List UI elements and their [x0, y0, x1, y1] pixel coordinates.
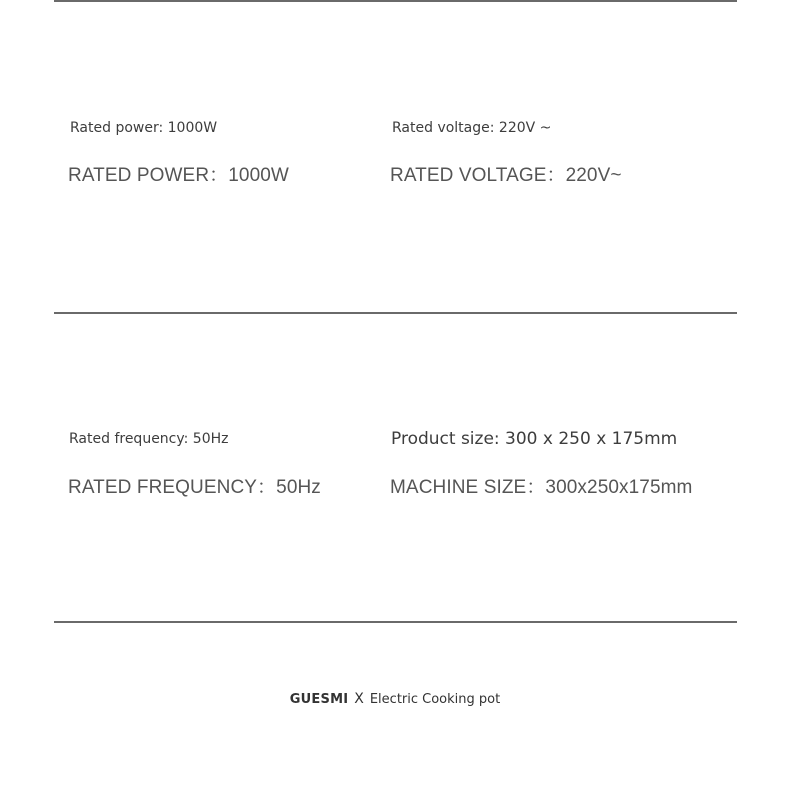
- rated-power-label: Rated power: 1000W: [70, 120, 218, 136]
- top-divider: [54, 0, 737, 2]
- product-name: Electric Cooking pot: [369, 692, 501, 707]
- rated-frequency-label: Rated frequency: 50Hz: [69, 431, 229, 447]
- machine-size-label-upper: MACHINE SIZE：300x250x175mm: [390, 477, 693, 498]
- brand-name: GUESMI: [289, 692, 349, 707]
- rated-frequency-label-upper: RATED FREQUENCY：50Hz: [68, 477, 321, 498]
- product-size-label: Product size: 300 x 250 x 175mm: [391, 429, 678, 449]
- bottom-divider: [54, 621, 737, 623]
- rated-power-label-upper: RATED POWER：1000W: [68, 165, 289, 186]
- rated-voltage-label-upper: RATED VOLTAGE：220V~: [390, 165, 622, 186]
- middle-divider: [54, 312, 737, 314]
- footer-caption: [0, 688, 790, 710]
- rated-voltage-label: Rated voltage: 220V ~: [392, 120, 552, 136]
- footer-separator: X: [354, 691, 364, 707]
